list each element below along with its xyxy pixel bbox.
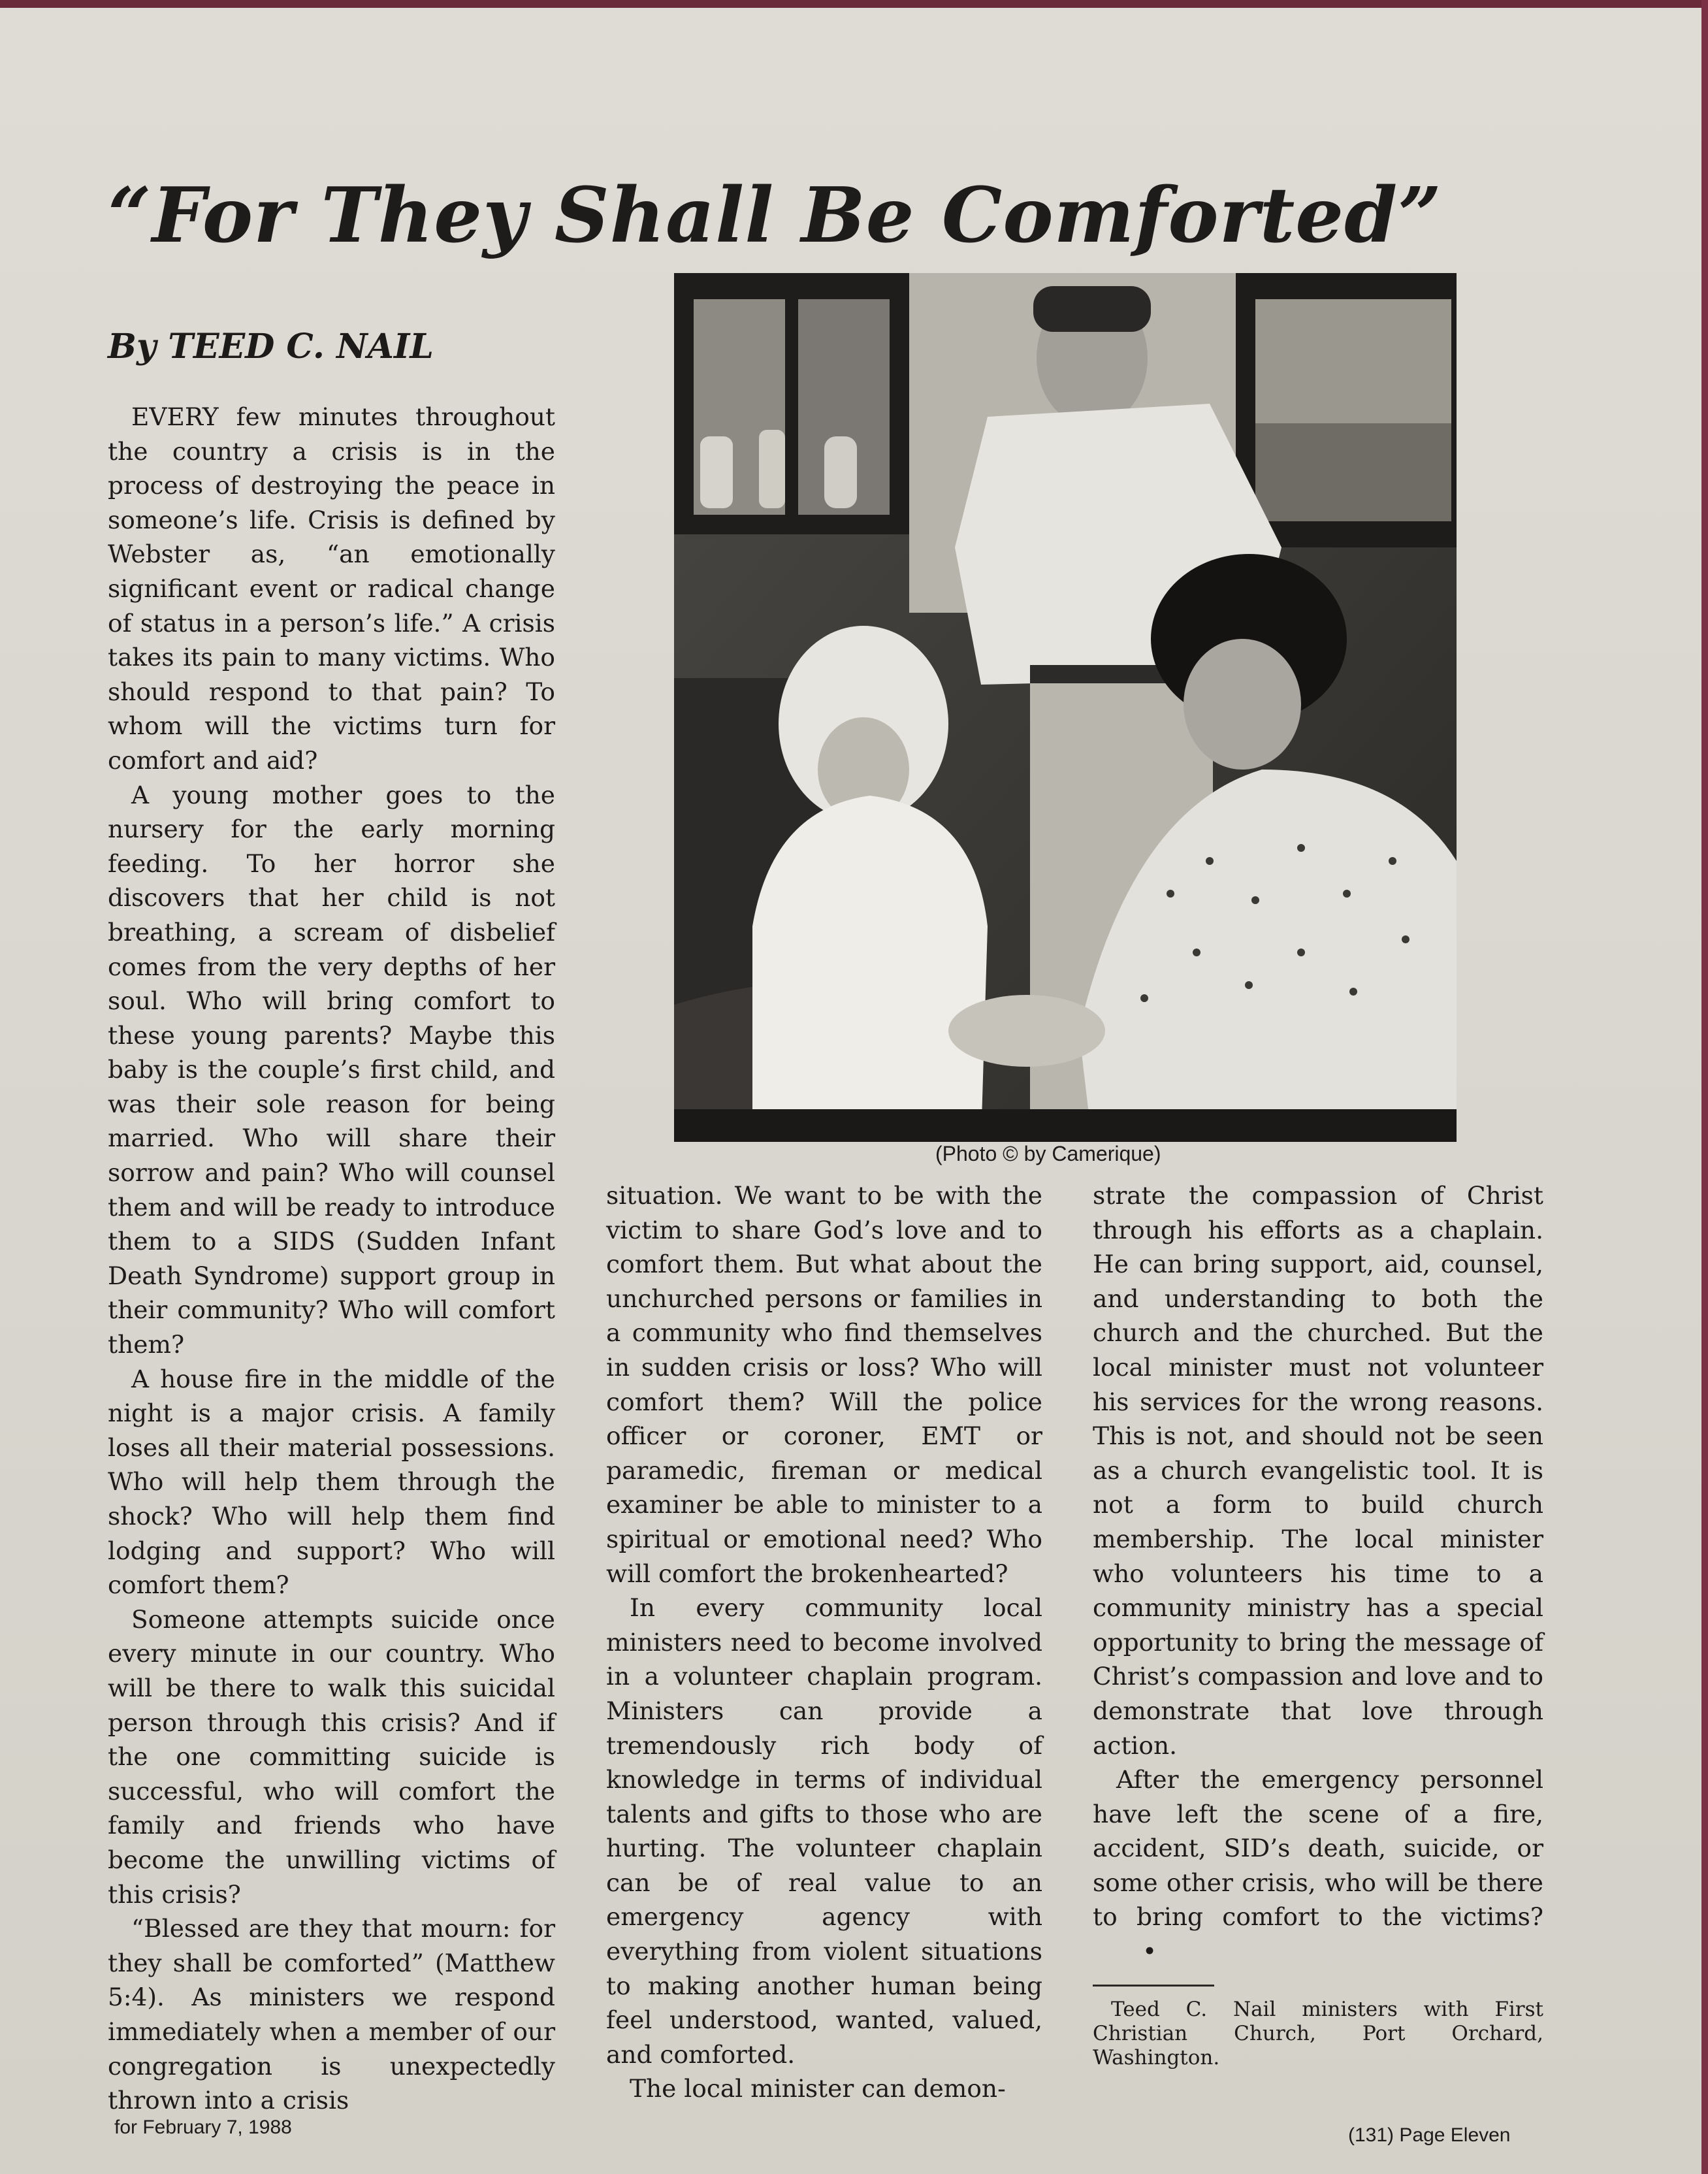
paragraph: EVERY few minutes throughout the country a crisis is in the process of destroying the peace in someone’s life. Crisis is defined by Webster as, “an emotionally significant event or radical change of status in a person’s life.” A crisis takes its pain to many victims. Who should respond to that pain? To whom will the victims turn for comfort and aid? [108,402,555,775]
footer-date: for February 7, 1988 [114,2117,292,2138]
article-photo [674,273,1457,1142]
paragraph: A young mother goes to the nursery for the early morning feeding. To her horror she discovers that her child is not breathing, a scream of disbelief comes from the very depths of her soul. Who will bring comfort to these young parents? Maybe this baby is the couple’s first child, and was their sole reason for being married. Who will share their sorrow and pain? Who will counsel them and will be ready to introduce them to a SIDS (Sudden Infant Death Syndrome) support group in their community? Who will comfort them? [108,780,555,1359]
author-bio: Teed C. Nail ministers with First Christian Church, Port Orchard, Washington. [1093,1998,1543,2069]
paragraph: In every community local ministers need to become involved in a volunteer chaplain program. Ministers can provide a tremendously rich body of knowledge in terms of individual talents and gifts to those who are hurting. The volunteer chaplain can be of real value to an emergency agency with everything from violent situations to making another human being feel understood, wanted, valued, and comforted. [606,1593,1042,2069]
paragraph: The local minister can demon- [630,2074,1006,2103]
footer-page-number: (131) Page Eleven [1348,2124,1511,2146]
photo-icon [674,273,1457,1142]
paragraph: A house fire in the middle of the night is a major crisis. A family loses all their material possessions. Who will help them through the shock? Who will help them find lodging and support? Who will comfort them? [108,1364,555,1600]
paragraph: strate the compassion of Christ through his efforts as a chaplain. He can bring support, aid, counsel, and understanding to both the church and the churched. But the local minister must not volunteer his services for the wrong reasons. This is not, and should not be seen as a church evangelistic tool. It is not a form to build church membership. The local minister who volunteers his time to a community ministry has a special opportunity to bring the message of Christ’s compassion and love and to demonstrate that love through action. [1093,1181,1543,1760]
paragraph [1093,1762,1543,1969]
article-byline: By TEED C. NAIL [108,327,434,366]
paragraph-text: After the emergency personnel have left the scene of a fire, accident, SID’s death, suicide, or some other crisis, who will be there to bring comfort to the victims? [1093,1765,1543,1932]
article-column-3 [1093,1178,1543,1969]
paragraph: “Blessed are they that mourn: for they shall be comforted” (Matthew 5:4). As ministers we respond immediately when a member of our congregation is unexpectedly thrown into a crisis [108,1914,555,2115]
end-mark: • [1142,1937,1157,1966]
binding-edge [1701,0,1708,2174]
paragraph: situation. We want to be with the victim to share God’s love and to comfort them. But what about the unchurched persons or families in a community who find themselves in sudden crisis or loss? Who will comfort them? Will the police officer or coroner, EMT or paramedic, fireman or medical examiner be able to minister to a spiritual or emotional need? Who will comfort the brokenhearted? [606,1181,1042,1588]
photo-credit: (Photo © by Camerique) [935,1142,1161,1165]
bio-divider [1093,1985,1214,1987]
paragraph: Someone attempts suicide once every minute in our country. Who will be there to walk this suicidal person through this crisis? And if the one committing suicide is successful, who will comfort the family and friends who have become the unwilling victims of this crisis? [108,1604,555,1909]
article-column-1 [108,400,555,2118]
page-top-edge [0,0,1708,8]
article-title: “For They Shall Be Comforted” [108,171,1442,260]
article-column-2 [606,1178,1042,2106]
